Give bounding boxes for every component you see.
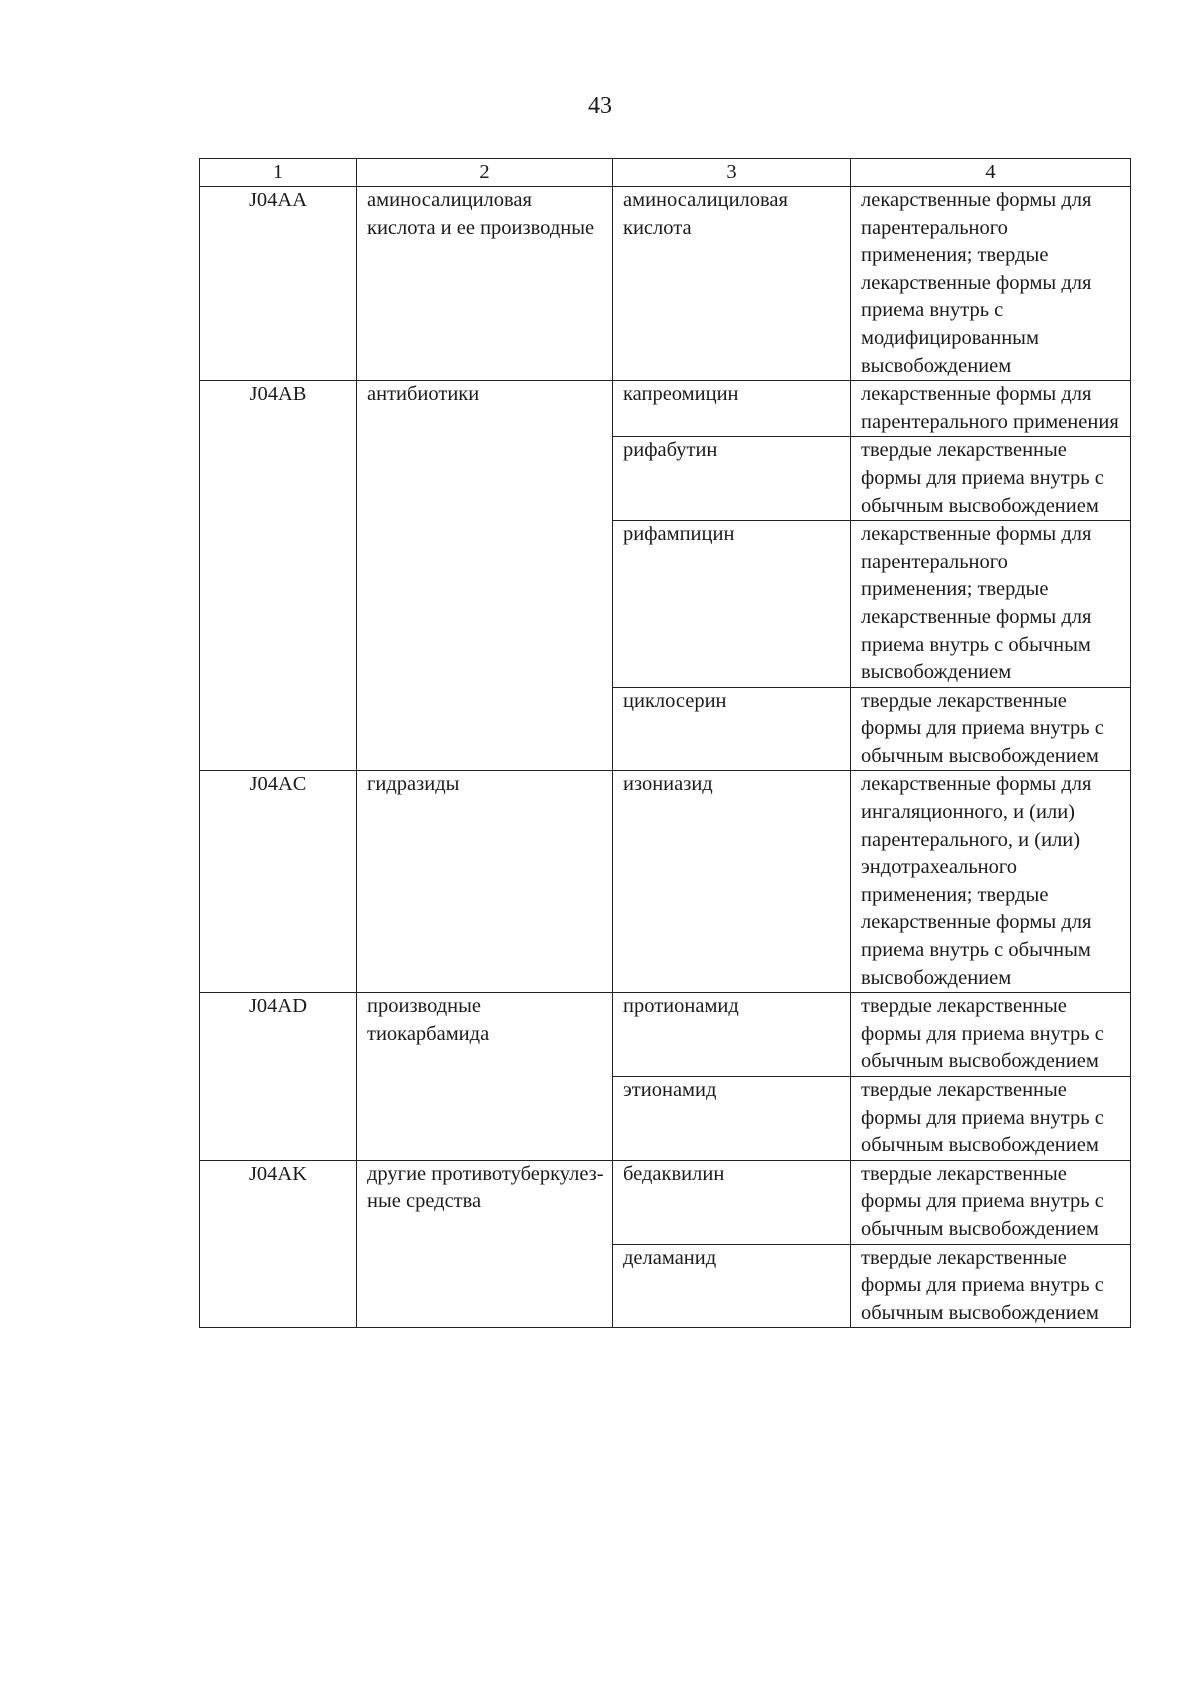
dosage-form-cell: твердые лекарственные формы для приема внутрь с обычным высвобождением xyxy=(851,1160,1131,1244)
drug-name-cell: протионамид xyxy=(613,993,851,1077)
group-name-cell: производные тиокарбамида xyxy=(357,993,613,1161)
header-cell: 3 xyxy=(613,159,851,187)
group-name-cell: другие противотуберкулез-ные средства xyxy=(357,1160,613,1328)
group-name-cell: антибиотики xyxy=(357,381,613,771)
table-header-row xyxy=(200,159,1131,187)
dosage-form-cell: твердые лекарственные формы для приема внутрь с обычным высвобождением xyxy=(851,687,1131,771)
dosage-form-cell: лекарственные формы для парентерального применения; твердые лекарственные формы для приема внутрь с обычным высвобождением xyxy=(851,521,1131,688)
dosage-form-cell: твердые лекарственные формы для приема внутрь с обычным высвобождением xyxy=(851,993,1131,1077)
drug-name-cell: этионамид xyxy=(613,1077,851,1161)
drug-name-cell: изониазид xyxy=(613,771,851,993)
atc-code-cell: J04AA xyxy=(200,187,357,381)
drug-name-cell: аминосалициловая кислота xyxy=(613,187,851,381)
dosage-form-cell: лекарственные формы для парентерального применения; твердые лекарственные формы для приема внутрь с модифицированным высвобождением xyxy=(851,187,1131,381)
atc-code-cell: J04AB xyxy=(200,381,357,771)
dosage-form-cell: лекарственные формы для парентерального применения xyxy=(851,381,1131,437)
dosage-form-cell: лекарственные формы для ингаляционного, и (или) парентерального, и (или) эндотрахеального применения; твердые лекарственные формы для приема внутрь с обычным высвобождением xyxy=(851,771,1131,993)
page-number: 43 xyxy=(588,93,612,119)
drug-name-cell: циклосерин xyxy=(613,687,851,771)
drug-name-cell: капреомицин xyxy=(613,381,851,437)
table-row xyxy=(200,771,1131,993)
atc-code-cell: J04AD xyxy=(200,993,357,1161)
dosage-form-cell: твердые лекарственные формы для приема внутрь с обычным высвобождением xyxy=(851,1244,1131,1328)
table-row xyxy=(200,381,1131,437)
table-row xyxy=(200,1160,1131,1244)
dosage-form-cell: твердые лекарственные формы для приема внутрь с обычным высвобождением xyxy=(851,1077,1131,1161)
drug-table xyxy=(199,158,1131,1328)
drug-name-cell: деламанид xyxy=(613,1244,851,1328)
header-cell: 1 xyxy=(200,159,357,187)
drug-name-cell: бедаквилин xyxy=(613,1160,851,1244)
table-row xyxy=(200,993,1131,1077)
header-cell: 2 xyxy=(357,159,613,187)
atc-code-cell: J04AK xyxy=(200,1160,357,1328)
group-name-cell: аминосалициловая кислота и ее производные xyxy=(357,187,613,381)
table-row xyxy=(200,187,1131,381)
atc-code-cell: J04AC xyxy=(200,771,357,993)
drug-name-cell: рифампицин xyxy=(613,521,851,688)
header-cell: 4 xyxy=(851,159,1131,187)
drug-name-cell: рифабутин xyxy=(613,437,851,521)
group-name-cell: гидразиды xyxy=(357,771,613,993)
dosage-form-cell: твердые лекарственные формы для приема внутрь с обычным высвобождением xyxy=(851,437,1131,521)
